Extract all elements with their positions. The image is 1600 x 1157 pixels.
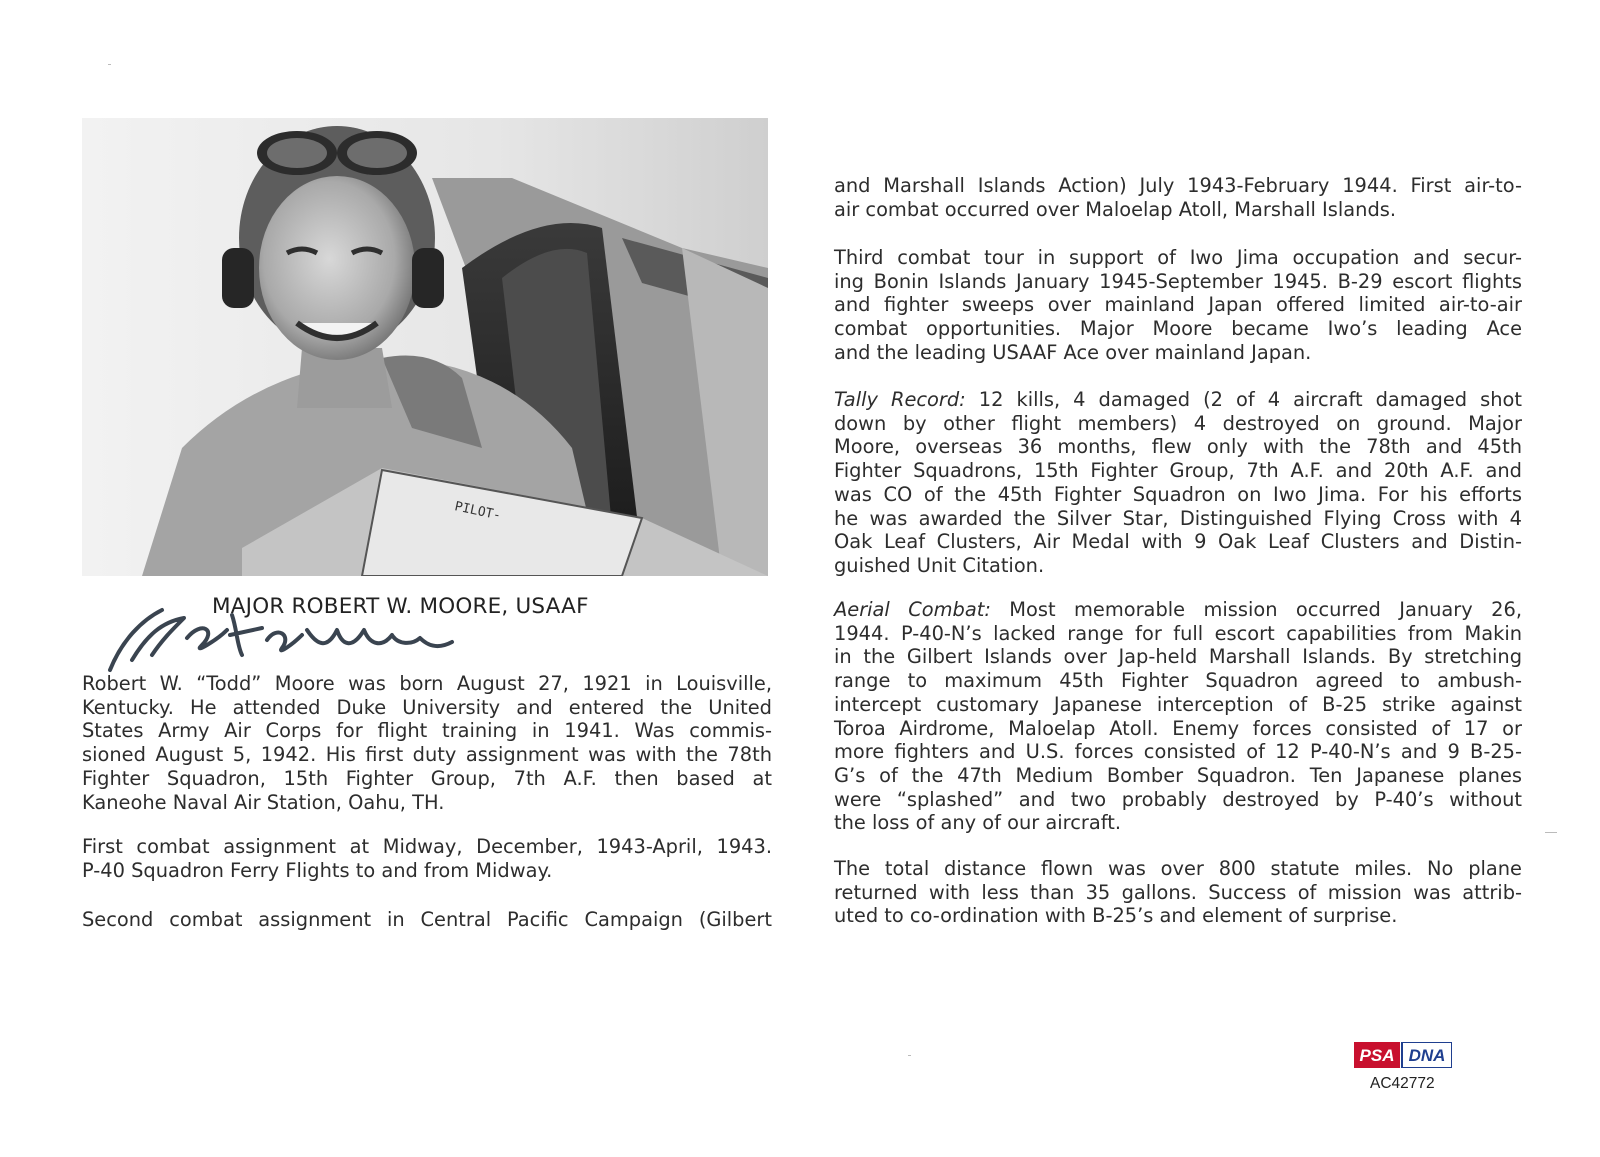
logo-left-text: PSA	[1359, 1046, 1395, 1065]
text-fragment: 12 kills, 4 damaged (2 of 4 aircraft damaged shot	[965, 388, 1522, 411]
authentication-logo	[1354, 1042, 1452, 1068]
text-line: First combat assignment at Midway, December, 1943-April, 1943.	[82, 835, 772, 858]
text-line: 1944. P-40-N’s lacked range for full escort capabilities from Makin	[834, 621, 1522, 645]
aerial-combat-lead: Aerial Combat:	[834, 598, 991, 621]
text-line: ing Bonin Islands January 1945-September 1945. B-29 escort flights	[834, 269, 1522, 293]
scan-speck	[1545, 832, 1557, 833]
pilot-photo-illustration	[82, 118, 768, 576]
text-line: Robert W. “Todd” Moore was born August 27, 1921 in Louisville,	[82, 672, 772, 695]
text-line: was CO of the 45th Fighter Squadron on Iwo Jima. For his efforts	[834, 482, 1522, 506]
text-line	[834, 388, 1522, 412]
photo-caption: MAJOR ROBERT W. MOORE, USAAF	[212, 594, 589, 619]
scan-speck	[108, 64, 111, 65]
text-line	[834, 598, 1522, 622]
text-line: uted to co-ordination with B-25’s and element of surprise.	[834, 904, 1398, 928]
text-line: down by other flight members) 4 destroyed on ground. Major	[834, 411, 1522, 435]
text-line: Moore, overseas 36 months, flew only with the 78th and 45th	[834, 435, 1522, 459]
bio-paragraph-1	[82, 672, 772, 814]
text-line: Fighter Squadrons, 15th Fighter Group, 7th A.F. and 20th A.F. and	[834, 459, 1522, 483]
tally-record-paragraph	[834, 388, 1522, 578]
logo-right-text: DNA	[1408, 1046, 1446, 1065]
certification-number: AC42772	[1370, 1075, 1435, 1092]
text-line: P-40 Squadron Ferry Flights to and from Midway.	[82, 858, 553, 882]
scan-speck	[908, 1055, 911, 1056]
text-line: and Marshall Islands Action) July 1943-February 1944. First air-to-	[834, 174, 1522, 197]
text-line: more fighters and U.S. forces consisted of 12 P-40-N’s and 9 B-25-	[834, 740, 1522, 764]
text-line: he was awarded the Silver Star, Distinguished Flying Cross with 4	[834, 506, 1522, 530]
text-line: and the leading USAAF Ace over mainland Japan.	[834, 340, 1312, 364]
text-line: States Army Air Corps for flight training in 1941. Was commis-	[82, 719, 772, 743]
pilot-photograph	[82, 118, 768, 576]
text-line: Kentucky. He attended Duke University and entered the United	[82, 695, 772, 719]
bio-paragraph-4	[834, 174, 1522, 221]
text-line: combat opportunities. Major Moore became Iwo’s leading Ace	[834, 317, 1522, 341]
text-line: and fighter sweeps over mainland Japan offered limited air-to-air	[834, 293, 1522, 317]
text-line: intercept customary Japanese interception of B-25 strike against	[834, 692, 1522, 716]
text-line: range to maximum 45th Fighter Squadron agreed to ambush-	[834, 669, 1522, 693]
text-line: guished Unit Citation.	[834, 553, 1045, 577]
text-line: the loss of any of our aircraft.	[834, 811, 1121, 835]
aerial-combat-paragraph	[834, 598, 1522, 835]
text-line: were “splashed” and two probably destroyed by P-40’s without	[834, 787, 1522, 811]
text-line: in the Gilbert Islands over Jap-held Marshall Islands. By stretching	[834, 645, 1522, 669]
text-line: G’s of the 47th Medium Bomber Squadron. Ten Japanese planes	[834, 763, 1522, 787]
text-line: air combat occurred over Maloelap Atoll, Marshall Islands.	[834, 197, 1397, 221]
bio-paragraph-5	[834, 246, 1522, 365]
autograph-signature	[102, 600, 472, 680]
text-line: Toroa Airdrome, Maloelap Atoll. Enemy forces consisted of 17 or	[834, 716, 1522, 740]
bio-paragraph-final	[834, 857, 1522, 928]
text-line: Fighter Squadron, 15th Fighter Group, 7th A.F. then based at	[82, 766, 772, 790]
text-line: returned with less than 35 gallons. Success of mission was attrib-	[834, 880, 1522, 904]
tally-record-lead: Tally Record:	[834, 388, 966, 411]
text-line: Second combat assignment in Central Pacific Campaign (Gilbert	[82, 908, 772, 931]
bio-paragraph-2	[82, 835, 772, 882]
text-line: Kaneohe Naval Air Station, Oahu, TH.	[82, 790, 445, 814]
text-line: Oak Leaf Clusters, Air Medal with 9 Oak Leaf Clusters and Distin-	[834, 530, 1522, 554]
text-line: sioned August 5, 1942. His first duty assignment was with the 78th	[82, 743, 772, 767]
text-line: The total distance flown was over 800 statute miles. No plane	[834, 857, 1522, 880]
text-line: Third combat tour in support of Iwo Jima occupation and secur-	[834, 246, 1522, 269]
text-fragment: Most memorable mission occurred January 26,	[990, 598, 1523, 621]
bio-paragraph-3	[82, 908, 772, 932]
canopy-stencil-text: PILOT-	[453, 499, 503, 524]
